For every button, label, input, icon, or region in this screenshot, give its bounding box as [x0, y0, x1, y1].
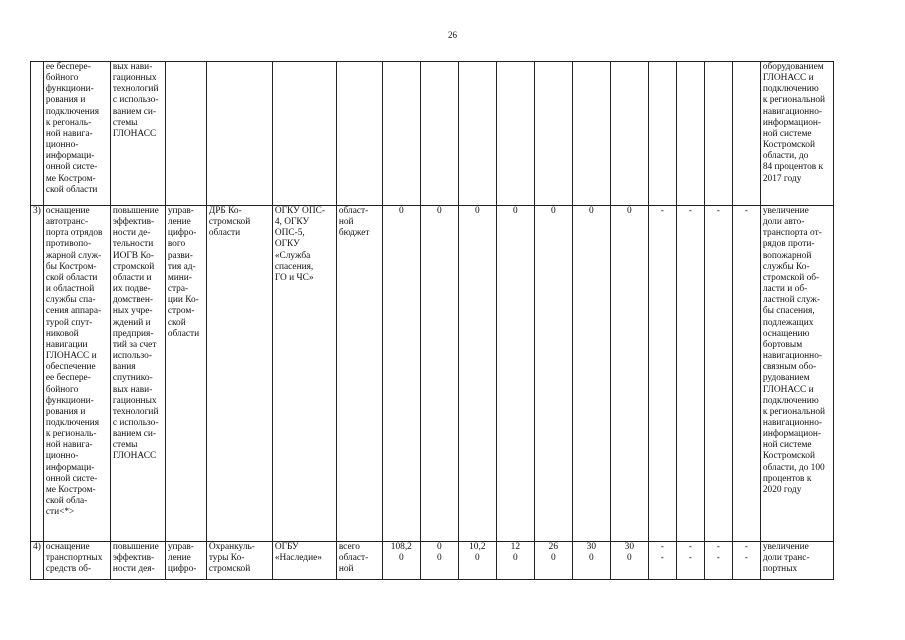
cell-line: повышение	[112, 206, 159, 216]
value-cell	[458, 62, 496, 206]
cell-line: ной системе	[762, 440, 812, 451]
cell-line: жарной служ-	[45, 250, 102, 261]
value-cell: 0	[534, 206, 572, 542]
source-cell	[336, 542, 382, 580]
cell-line: цифро-	[167, 564, 197, 575]
cell-line: рования и	[45, 406, 86, 417]
cell-line: ме Костром-	[45, 173, 96, 184]
cell-line: всего	[338, 542, 360, 552]
value-cell: - -	[648, 542, 676, 580]
event-cell	[43, 62, 110, 206]
cell-line: информацион-	[762, 429, 822, 440]
value-cell: 0	[420, 206, 458, 542]
cell-line: 2017 году	[762, 173, 802, 184]
value-cell: 108,2 0	[382, 542, 420, 580]
value-cell: 12 0	[496, 542, 534, 580]
cell-line: подлежащих	[762, 317, 814, 328]
cell-line: ной	[338, 564, 354, 575]
cell-line: средств об-	[45, 564, 92, 575]
cell-line: и областной	[45, 284, 95, 295]
goal-cell	[110, 206, 165, 542]
cell-line: бы спасения,	[762, 306, 815, 317]
cell-line: ИОГВ Ко-	[112, 250, 154, 261]
cell-line: гационных	[112, 73, 157, 84]
value-cell: 0	[496, 206, 534, 542]
value-cell	[732, 62, 760, 206]
value-cell: -	[676, 206, 704, 542]
value-cell: 0 0	[420, 542, 458, 580]
responsible-cell	[206, 62, 272, 206]
cell-line: службы спа-	[45, 295, 96, 306]
goal-cell	[110, 542, 165, 580]
cell-line: сти<*>	[45, 507, 75, 518]
cell-line: спасения,	[274, 261, 314, 272]
cell-line: навигационно-	[762, 351, 823, 362]
cell-line: ласти и об-	[762, 284, 808, 295]
cell-line: автотранс-	[45, 217, 89, 228]
result-cell	[760, 542, 833, 580]
event-cell	[43, 542, 110, 580]
cell-line: онной систе-	[45, 162, 98, 173]
cell-line: области, до	[762, 151, 809, 162]
cell-line: ГЛОНАСС	[112, 128, 157, 139]
value-cell: -	[732, 206, 760, 542]
value-cell: 0	[572, 206, 610, 542]
cell-line: противопо-	[45, 239, 92, 250]
table-row	[31, 542, 834, 580]
cell-line: технологий	[112, 84, 159, 95]
cell-line: увеличение	[762, 206, 809, 216]
cell-line: использо-	[112, 351, 152, 362]
cell-line: связным обо-	[762, 362, 817, 373]
cell-line: управ-	[167, 206, 194, 216]
cell-line: области и	[112, 272, 152, 283]
value-cell: -	[648, 206, 676, 542]
cell-line: транспортных	[45, 553, 103, 564]
value-cell: - -	[732, 542, 760, 580]
cell-line: тельности	[112, 239, 154, 250]
value-cell	[420, 62, 458, 206]
cell-line: ГЛОНАСС	[112, 451, 157, 462]
cell-line: 4, ОГКУ	[274, 217, 310, 228]
cell-line: ГЛОНАСС и	[45, 351, 97, 362]
cell-line: подключения	[45, 106, 100, 117]
cell-line: бы Костром-	[45, 261, 97, 272]
cell-line: разви-	[167, 250, 193, 261]
cell-line: эффектив-	[112, 553, 155, 564]
cell-line: ной системе	[762, 128, 812, 139]
cell-line: службы Ко-	[762, 261, 810, 272]
cell-line: вого	[167, 239, 186, 250]
executors-cell	[272, 206, 336, 542]
value-cell: 30 0	[610, 542, 648, 580]
cell-line: област-	[338, 553, 369, 564]
cell-line: Костромской	[762, 140, 815, 151]
value-cell	[496, 62, 534, 206]
cell-line: ной навига-	[45, 440, 93, 451]
event-cell	[43, 206, 110, 542]
cell-line: ской обла-	[45, 496, 88, 507]
goal-cell	[110, 62, 165, 206]
cell-line: навигационно-	[762, 417, 823, 428]
cell-line: увеличение	[762, 542, 809, 552]
cell-line: оснащение	[45, 542, 90, 552]
value-cell: 0	[610, 206, 648, 542]
cell-line: стра-	[167, 284, 189, 295]
cell-line: с использо-	[112, 95, 159, 106]
cell-line: 84 процентов к	[762, 162, 824, 173]
cell-line: «Наследие»	[274, 553, 322, 564]
cell-line: «Служба	[274, 250, 311, 261]
source-cell	[336, 62, 382, 206]
cell-line: бойного	[45, 384, 79, 395]
cell-line: к регональ-	[45, 117, 92, 128]
cell-line: рования и	[45, 95, 86, 106]
value-cell	[382, 62, 420, 206]
cell-line: ление	[167, 217, 191, 228]
cell-line: ванием си-	[112, 106, 157, 117]
cell-line: спутнико-	[112, 373, 153, 384]
cell-line: вых нави-	[112, 62, 153, 72]
value-cell: -	[704, 206, 732, 542]
row-number: 3)	[31, 206, 44, 542]
cell-line: оснащение	[45, 206, 90, 216]
cell-line: ской области	[45, 272, 98, 283]
result-cell	[760, 206, 833, 542]
cell-line: с использо-	[112, 417, 159, 428]
value-cell	[610, 62, 648, 206]
value-cell: - -	[676, 542, 704, 580]
cell-line: стемы	[112, 440, 138, 451]
cell-line: вых нави-	[112, 384, 153, 395]
cell-line: ской области	[45, 184, 98, 195]
cell-line: туры Ко-	[208, 553, 245, 564]
cell-line: оснащению	[762, 328, 810, 339]
cell-line: вания	[112, 362, 136, 373]
cell-line: навигационно-	[762, 106, 823, 117]
task-cell	[165, 206, 206, 542]
row-number: 4)	[31, 542, 44, 580]
cell-line: онной систе-	[45, 473, 98, 484]
value-cell	[704, 62, 732, 206]
executors-cell	[272, 62, 336, 206]
cell-line: област-	[338, 206, 369, 216]
cell-line: ности де-	[112, 228, 151, 239]
cell-line: функциони-	[45, 84, 94, 95]
table-row	[31, 62, 834, 206]
cell-line: ее беспере-	[45, 62, 91, 72]
cell-line: ждений и	[112, 317, 151, 328]
responsible-cell	[206, 206, 272, 542]
cell-line: ее беспере-	[45, 373, 91, 384]
cell-line: доли транс-	[762, 553, 810, 564]
cell-line: порта отрядов	[45, 228, 103, 239]
cell-line: рудованием	[762, 373, 810, 384]
cell-line: портных	[762, 564, 798, 575]
cell-line: бортовым	[762, 339, 803, 350]
value-cell: 10,2 0	[458, 542, 496, 580]
value-cell: 26 0	[534, 542, 572, 580]
cell-line: бюджет	[338, 228, 370, 239]
cell-line: транспорта от-	[762, 228, 822, 239]
cell-line: никовой	[45, 328, 79, 339]
cell-line: ластной служ-	[762, 295, 820, 306]
value-cell	[572, 62, 610, 206]
cell-line: ской	[167, 317, 186, 328]
cell-line: к региональной	[762, 406, 826, 417]
value-cell	[534, 62, 572, 206]
cell-line: стромской	[208, 564, 251, 575]
cell-line: стромской об-	[762, 272, 820, 283]
cell-line: тия ад-	[167, 261, 196, 272]
cell-line: ОГКУ ОПС-	[274, 206, 325, 216]
cell-line: турой спут-	[45, 317, 93, 328]
cell-line: гационных	[112, 395, 157, 406]
cell-line: предприя-	[112, 328, 154, 339]
cell-line: мини-	[167, 272, 192, 283]
cell-line: ОПС-5,	[274, 228, 305, 239]
cell-line: ной навига-	[45, 128, 93, 139]
cell-line: Костромской	[762, 451, 815, 462]
cell-line: стемы	[112, 117, 138, 128]
row-number	[31, 62, 44, 206]
value-cell: 0	[458, 206, 496, 542]
cell-line: области	[167, 328, 200, 339]
cell-line: стром-	[167, 306, 195, 317]
program-table	[30, 61, 834, 580]
cell-line: к региональной	[762, 95, 826, 106]
cell-line: ных учре-	[112, 306, 153, 317]
table-row	[31, 206, 834, 542]
cell-line: ванием си-	[112, 429, 157, 440]
value-cell: 0	[382, 206, 420, 542]
task-cell	[165, 542, 206, 580]
value-cell	[676, 62, 704, 206]
cell-line: 2020 году	[762, 484, 802, 495]
cell-line: доли авто-	[762, 217, 805, 228]
cell-line: ГЛОНАСС и	[762, 384, 814, 395]
result-cell	[760, 62, 833, 206]
cell-line: ционно-	[45, 140, 79, 151]
cell-line: технологий	[112, 406, 159, 417]
cell-line: Охранкуль-	[208, 542, 255, 552]
cell-line: управ-	[167, 542, 194, 552]
value-cell: - -	[704, 542, 732, 580]
cell-line: функциони-	[45, 395, 94, 406]
cell-line: ГО и ЧС»	[274, 272, 314, 283]
cell-line: стромской	[208, 217, 251, 228]
cell-line: подключению	[762, 84, 819, 95]
cell-line: сения аппара-	[45, 306, 102, 317]
cell-line: подключению	[762, 395, 819, 406]
cell-line: ной	[338, 217, 354, 228]
cell-line: к региональ-	[45, 429, 97, 440]
cell-line: процентов к	[762, 473, 812, 484]
cell-line: ление	[167, 553, 191, 564]
cell-line: стромской	[112, 261, 155, 272]
cell-line: ционно-	[45, 451, 79, 462]
cell-line: оборудованием	[762, 62, 824, 72]
cell-line: повышение	[112, 542, 159, 552]
cell-line: эффектив-	[112, 217, 155, 228]
source-cell	[336, 206, 382, 542]
task-cell	[165, 62, 206, 206]
cell-line: рядов проти-	[762, 239, 815, 250]
cell-line: области, до 100	[762, 462, 825, 473]
cell-line: ции Ко-	[167, 295, 199, 306]
cell-line: ности дея-	[112, 564, 155, 575]
cell-line: ГЛОНАСС и	[762, 73, 814, 84]
value-cell	[648, 62, 676, 206]
cell-line: домствен-	[112, 295, 153, 306]
cell-line: ме Костром-	[45, 484, 96, 495]
cell-line: подключения	[45, 417, 100, 428]
cell-line: бойного	[45, 73, 79, 84]
responsible-cell	[206, 542, 272, 580]
cell-line: информаци-	[45, 462, 95, 473]
executors-cell	[272, 542, 336, 580]
page-number: 26	[448, 30, 457, 40]
cell-line: вопожарной	[762, 250, 812, 261]
value-cell: 30 0	[572, 542, 610, 580]
cell-line: их подве-	[112, 284, 151, 295]
cell-line: тий за счет	[112, 339, 157, 350]
cell-line: информацион-	[762, 117, 822, 128]
cell-line: обеспечение	[45, 362, 96, 373]
cell-line: информаци-	[45, 151, 95, 162]
cell-line: навигации	[45, 339, 88, 350]
cell-line: области	[208, 228, 241, 239]
cell-line: ОГБУ	[274, 542, 299, 552]
cell-line: ДРБ Ко-	[208, 206, 242, 216]
cell-line: ОГКУ	[274, 239, 300, 250]
cell-line: цифро-	[167, 228, 197, 239]
